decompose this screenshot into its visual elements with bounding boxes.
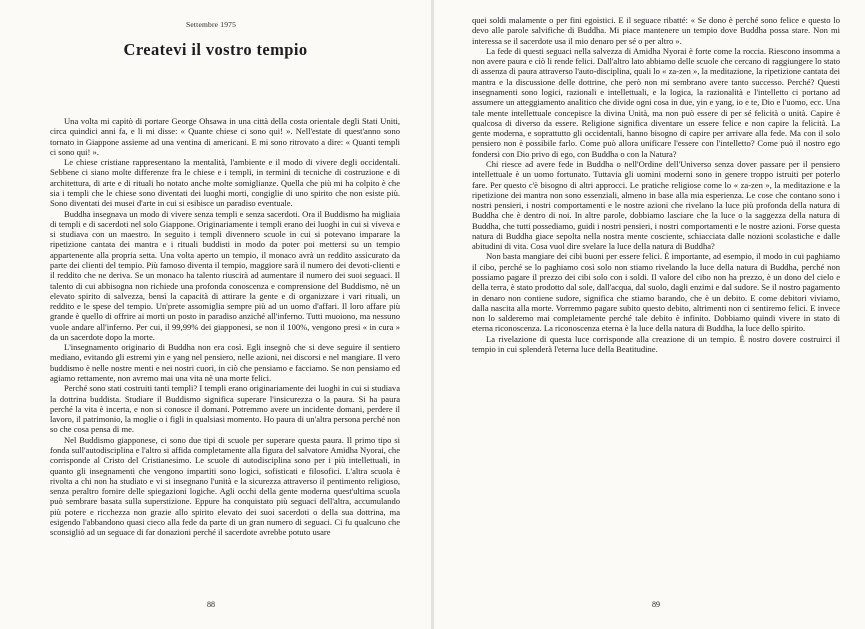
right-page [434,0,865,629]
left-body-text [50,116,400,538]
left-page [0,0,431,629]
paragraph: La fede di questi seguaci nella salvezza di Amidha Nyorai è forte come la roccia. Riescono insomma a non avere paura e ciò li rende felici. Dall'altro lato abbiamo delle scuole che cercano di raggiungere lo stato di assenza di paura attraverso l'auto-disciplina, quali lo « za-zen », la meditazione, la ripetizione cantata dei mantra e la discussione delle dottrine, che però non mi sembrano avere tanto successo. Perché? Questi insegnamenti sono logici, razionali e intellettuali, e la logica, la razionalità e l'intelletto ci portano ad assumere un atteggiamento analitico che divide ogni cosa in due, yin e yang, io e te, Dio e l'uomo, ecc. Una tale mente intellettuale concepisce la divina Unità, ma non può essere di per sé felicità o unità. Capire è qualcosa di diverso da essere. Religione significa diventare un essere felice e non capire la felicità. La gente moderna, e soprattutto gli occidentali, hanno bisogno di capire per arrivare alla fede. Ma con il solo pensiero non è possibile farlo. Come può allora unificare l'essere con l'intelletto? Come può il nostro ego fondersi con Dio privo di ego, con Buddha o con la Natura? [472,45,840,159]
page-number-right: 89 [652,600,660,609]
article-title: Createvi il vostro tempio [123,40,308,59]
page-number-left: 88 [207,600,215,609]
paragraph: Nel Buddismo giapponese, ci sono due tipi di scuole per superare questa paura. Il primo tipo si fonda sull'autodisciplina e l'altro si affida completamente alla figura del salvatore Amidha Nyorai, che corrisponde al Cristo del Cristianesimo. Le scuole di autodisciplina sono per i più intellettuali, in quanto gli insegnamenti che vengono impartiti sono logici, sofisticati e filosofici. L'altra scuola è rivolta a chi non ha studiato e vi si insegnano l'unità e la sicurezza attraverso il pentimento religioso, senza peraltro fornire delle spiegazioni logiche. Agli occhi della gente moderna quest'ultima scuola può sembrare basata sulla superstizione. Eppure ha conquistato più seguaci dell'altra, accumulando più potere e ricchezza non grazie allo spirito elevato dei suoi sacerdoti o della sua dottrina, ma esigendo l'abbandono quasi cieco alla fede da parte di un gran numero di seguaci. Ci fu qualcuno che sconsigliò ad un seguace di far donazioni perché il sacerdote avrebbe potuto usare [50,434,400,538]
paragraph: quei soldi malamente o per fini egoistici. E il seguace ribatté: « Se dono è perché sono felice e questo lo devo alle parole salvifiche di Buddha. Mi piace mantenere un tempio dove Buddha possa stare. Non mi interessa se il sacerdote usa il mio denaro per sé o per altro ». [472,15,840,46]
paragraph: Le chiese cristiane rappresentano la mentalità, l'ambiente e il modo di vivere degli occidentali. Sebbene ci siano molte differenze fra le chiese e i templi, in termini di tecniche di costruzione e di architettura, di arte e di rituali ho notato anche molte somiglianze. Quella che più mi ha colpito è che sia i templi che le chiese sono diventati dei luoghi morti, congiglie di uno spirito che non esiste più. Sono diventati dei musei d'arte in cui si esibisce un paradiso eventuale. [50,157,400,209]
paragraph: Non basta mangiare dei cibi buoni per essere felici. È importante, ad esempio, il modo in cui paghiamo il cibo, perché se lo paghiamo così solo non stiamo rivelando la luce della natura di Buddha, perché non possiamo pagare il prezzo dei cibi solo con i soldi. Il valore del cibo non ha prezzo, è un dono del cielo e della terra, è stato prodotto dal sole, dall'acqua, dal suolo, dagli enzimi e dal sudore. Se il nostro pagamento in denaro non contiene sudore, significa che stiamo barando, che è un debito. E come debitori viviamo, dalla nascita alla morte. Vorremmo pagare subito questo debito, altrimenti non ci sentiremo felici. E invece non lo salderemo mai completamente perché tale debito è infinito. Dobbiamo quindi vivere in stato di eterna riconoscenza. La riconoscenza eterna è la luce della natura di Buddha, la luce dello spirito. [472,251,840,334]
paragraph: Una volta mi capitò di portare George Ohsawa in una città della costa orientale degli Stati Uniti, circa quindici anni fa, e li mi disse: « Quante chiese ci sono qui! ». Nell'estate di quest'anno sono tornato in Giappone assieme ad una ventina di americani. E mi sono ritrovato a dire: « Quanti templi ci sono qui! ». [50,116,400,157]
paragraph: L'insegnamento originario di Buddha non era così. Egli insegnò che si deve seguire il sentiero mediano, evitando gli estremi yin e yang nel pensiero, nelle azioni, nei discorsi e nel mangiare. Il vero buddismo è nelle nostre menti e nei nostri cuori, in ciò che pensiamo e facciamo. Se non pensiamo ed agiamo rettamente, non avremo mai una vita nè una morte felici. [50,342,400,384]
right-body-text [472,15,840,354]
running-header-date: Settembre 1975 [186,20,237,29]
paragraph: Chi riesce ad avere fede in Buddha o nell'Ordine dell'Universo senza dover passare per il pensiero intellettuale è un uomo fortunato. Tuttavia gli uomini moderni sono in genere troppo istruiti per poterlo fare. Per questo c'è bisogno di altri approcci. Le pratiche religiose come lo « za-zen », la meditazione e la ripetizione dei mantra non sono essenziali, almeno in base alla mia esperienza. Le cose che contano sono i nostri pensieri, i nostri comportamenti e le nostre azioni che rivelano la luce più profonda della natura di Buddha che è dentro di noi. In altre parole, dobbiamo lasciare che la luce o la saggezza della natura di Buddha, che tutti possediamo, guidi i nostri pensieri, i nostri comportamenti e le nostre azioni. Forse questa natura di Buddha giace sepolta nella nostra mente cosciente, schiacciata dalle nozioni scolastiche e dalle abitudini di vita. Cosa vuol dire svelare la luce della natura di Buddha? [472,158,840,252]
paragraph: Perché sono stati costruiti tanti templi? I templi erano originariamente dei luoghi in cui si studiava la dottrina buddista. Studiare il Buddismo significa superare l'insicurezza o la paura. Si ha paura perché la vita è incerta, e non si conosce il domani. Potremmo avere un incidente domani, perdere il lavoro, il patrimonio, la moglie o i figli in qualsiasi momento. Ho paura di un'altra persona perché non so che cosa pensa di me. [50,383,400,435]
paragraph: Buddha insegnava un modo di vivere senza templi e senza sacerdoti. Ora il Buddismo ha migliaia di templi e di sacerdoti nel solo Giappone. Originariamente i templi erano dei luoghi in cui si viveva e si studiava con un maestro. In seguito i templi divennero scuole in cui si potevano imparare la ripetizione cantata dei mantra e i rituali buddisti in modo da poter poi mettersi su un tempio appartenente alla propria setta. Una volta aperto un tempio, il monaco avrà un reddito assicurato da parte dei clienti del tempio. Più famoso diventa il tempio, maggiore sarà il numero dei devoti-clienti e il reddito che ne deriva. Se un monaco ha talento riuscirà ad aumentare il numero dei suoi seguaci. Il talento di cui abbisogna non richiede una profonda conoscenza e comprensione del Buddismo, nè un elevato spirito di salvezza, bensì la capacità di attirare la gente e di organizzare i vari rituali, un reddito e le spese del tempio. Un'prete assomiglia sempre più ad un uomo d'affari. Il loro affare più grande è quello di offrire ai morti un posto in paradiso anziché all'inferno. Tutti muoiono, ma nessuno vuole andare all'inferno. Per cui, il 99,99% dei giapponesi, se non il 100%, vengono presi « in cura » da un sacerdote dopo la morte. [50,208,400,342]
paragraph: La rivelazione di questa luce corrisponde alla creazione di un tempio. È nostro dovere costruirci il tempio in cui splenderà l'eterna luce della Beatitudine. [472,333,840,354]
